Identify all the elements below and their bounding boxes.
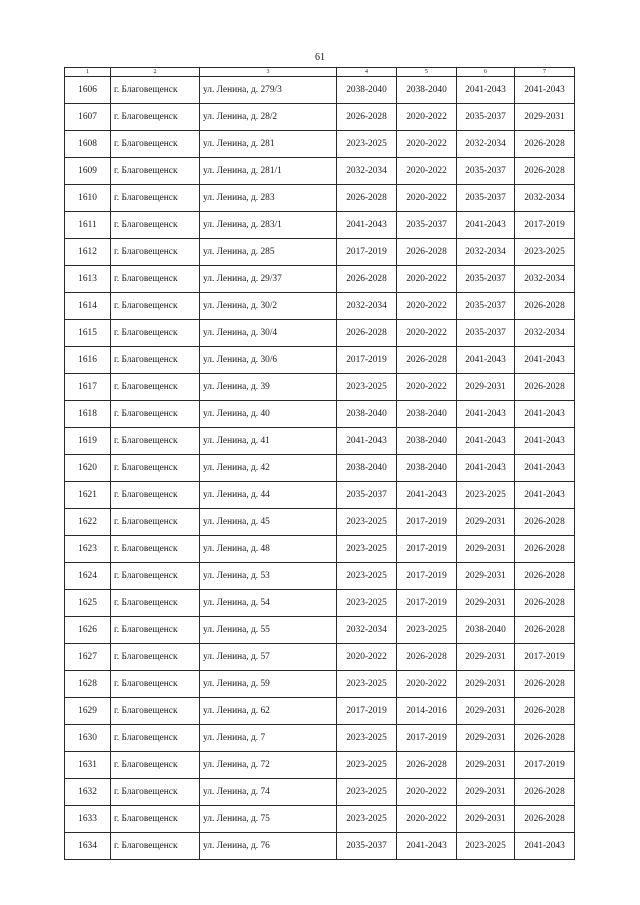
period-cell-7: 2041-2043 [515,482,575,509]
period-cell-7: 2041-2043 [515,77,575,104]
period-cell-4: 2017-2019 [337,347,397,374]
period-cell-6: 2029-2031 [457,671,515,698]
city-cell: г. Благовещенск [111,158,200,185]
table-row [65,644,575,671]
period-cell-4: 2026-2028 [337,185,397,212]
table-row [65,185,575,212]
city-cell: г. Благовещенск [111,563,200,590]
period-cell-7: 2026-2028 [515,590,575,617]
column-number-3: 3 [200,68,337,77]
address-cell: ул. Ленина, д. 62 [200,698,337,725]
address-cell: ул. Ленина, д. 44 [200,482,337,509]
period-cell-6: 2035-2037 [457,320,515,347]
period-cell-4: 2032-2034 [337,617,397,644]
period-cell-5: 2017-2019 [397,563,457,590]
row-number-cell: 1618 [65,401,111,428]
period-cell-7: 2026-2028 [515,158,575,185]
period-cell-4: 2023-2025 [337,779,397,806]
period-cell-6: 2029-2031 [457,806,515,833]
address-cell: ул. Ленина, д. 285 [200,239,337,266]
period-cell-4: 2026-2028 [337,266,397,293]
address-cell: ул. Ленина, д. 48 [200,536,337,563]
row-number-cell: 1610 [65,185,111,212]
city-cell: г. Благовещенск [111,509,200,536]
table-row [65,401,575,428]
row-number-cell: 1620 [65,455,111,482]
period-cell-5: 2038-2040 [397,428,457,455]
column-number-1: 1 [65,68,111,77]
address-cell: ул. Ленина, д. 281 [200,131,337,158]
period-cell-4: 2023-2025 [337,536,397,563]
city-cell: г. Благовещенск [111,617,200,644]
period-cell-7: 2041-2043 [515,347,575,374]
row-number-cell: 1609 [65,158,111,185]
period-cell-6: 2029-2031 [457,779,515,806]
city-cell: г. Благовещенск [111,482,200,509]
period-cell-6: 2041-2043 [457,428,515,455]
row-number-cell: 1614 [65,293,111,320]
table-row [65,536,575,563]
period-cell-5: 2026-2028 [397,347,457,374]
city-cell: г. Благовещенск [111,671,200,698]
period-cell-6: 2032-2034 [457,131,515,158]
period-cell-7: 2032-2034 [515,266,575,293]
table-body [65,77,575,860]
period-cell-7: 2026-2028 [515,374,575,401]
period-cell-7: 2041-2043 [515,401,575,428]
table-row [65,266,575,293]
address-cell: ул. Ленина, д. 76 [200,833,337,860]
city-cell: г. Благовещенск [111,401,200,428]
table-row [65,77,575,104]
period-cell-6: 2035-2037 [457,104,515,131]
period-cell-4: 2023-2025 [337,671,397,698]
row-number-cell: 1633 [65,806,111,833]
period-cell-6: 2029-2031 [457,644,515,671]
period-cell-6: 2035-2037 [457,158,515,185]
period-cell-7: 2041-2043 [515,833,575,860]
address-cell: ул. Ленина, д. 55 [200,617,337,644]
address-cell: ул. Ленина, д. 39 [200,374,337,401]
period-cell-5: 2020-2022 [397,779,457,806]
period-cell-6: 2041-2043 [457,347,515,374]
table-row [65,482,575,509]
period-cell-5: 2020-2022 [397,131,457,158]
period-cell-6: 2029-2031 [457,563,515,590]
city-cell: г. Благовещенск [111,185,200,212]
row-number-cell: 1622 [65,509,111,536]
period-cell-5: 2026-2028 [397,644,457,671]
period-cell-4: 2038-2040 [337,455,397,482]
period-cell-5: 2026-2028 [397,752,457,779]
period-cell-5: 2020-2022 [397,671,457,698]
period-cell-4: 2023-2025 [337,563,397,590]
row-number-cell: 1634 [65,833,111,860]
city-cell: г. Благовещенск [111,104,200,131]
city-cell: г. Благовещенск [111,428,200,455]
period-cell-6: 2035-2037 [457,185,515,212]
address-cell: ул. Ленина, д. 7 [200,725,337,752]
row-number-cell: 1615 [65,320,111,347]
address-cell: ул. Ленина, д. 283 [200,185,337,212]
period-cell-7: 2017-2019 [515,752,575,779]
city-cell: г. Благовещенск [111,320,200,347]
city-cell: г. Благовещенск [111,833,200,860]
period-cell-4: 2038-2040 [337,77,397,104]
table-header [65,68,575,77]
table-row [65,752,575,779]
address-cell: ул. Ленина, д. 72 [200,752,337,779]
period-cell-5: 2020-2022 [397,374,457,401]
period-cell-7: 2041-2043 [515,455,575,482]
address-cell: ул. Ленина, д. 54 [200,590,337,617]
city-cell: г. Благовещенск [111,347,200,374]
address-cell: ул. Ленина, д. 41 [200,428,337,455]
address-cell: ул. Ленина, д. 42 [200,455,337,482]
city-cell: г. Благовещенск [111,779,200,806]
period-cell-4: 2038-2040 [337,401,397,428]
table-row [65,698,575,725]
row-number-cell: 1632 [65,779,111,806]
row-number-cell: 1629 [65,698,111,725]
address-cell: ул. Ленина, д. 74 [200,779,337,806]
period-cell-5: 2026-2028 [397,239,457,266]
period-cell-4: 2023-2025 [337,374,397,401]
period-cell-4: 2035-2037 [337,482,397,509]
row-number-cell: 1619 [65,428,111,455]
period-cell-5: 2017-2019 [397,509,457,536]
table-row [65,104,575,131]
period-cell-6: 2041-2043 [457,401,515,428]
period-cell-5: 2041-2043 [397,833,457,860]
period-cell-5: 2038-2040 [397,401,457,428]
period-cell-5: 2020-2022 [397,320,457,347]
row-number-cell: 1630 [65,725,111,752]
period-cell-7: 2026-2028 [515,131,575,158]
period-cell-7: 2032-2034 [515,185,575,212]
period-cell-5: 2041-2043 [397,482,457,509]
period-cell-7: 2041-2043 [515,428,575,455]
period-cell-6: 2032-2034 [457,239,515,266]
table-row [65,320,575,347]
table-row [65,779,575,806]
period-cell-7: 2026-2028 [515,725,575,752]
city-cell: г. Благовещенск [111,239,200,266]
table-row [65,671,575,698]
period-cell-4: 2032-2034 [337,158,397,185]
period-cell-7: 2026-2028 [515,779,575,806]
period-cell-4: 2041-2043 [337,212,397,239]
column-number-2: 2 [111,68,200,77]
period-cell-7: 2017-2019 [515,212,575,239]
period-cell-6: 2029-2031 [457,590,515,617]
address-cell: ул. Ленина, д. 29/37 [200,266,337,293]
table-row [65,617,575,644]
row-number-cell: 1606 [65,77,111,104]
row-number-cell: 1616 [65,347,111,374]
period-cell-6: 2029-2031 [457,509,515,536]
period-cell-4: 2026-2028 [337,104,397,131]
table-row [65,347,575,374]
period-cell-6: 2038-2040 [457,617,515,644]
city-cell: г. Благовещенск [111,644,200,671]
table-row [65,725,575,752]
city-cell: г. Благовещенск [111,725,200,752]
table-row [65,374,575,401]
column-number-row [65,68,575,77]
row-number-cell: 1612 [65,239,111,266]
period-cell-7: 2029-2031 [515,104,575,131]
period-cell-6: 2029-2031 [457,536,515,563]
period-cell-7: 2026-2028 [515,806,575,833]
row-number-cell: 1625 [65,590,111,617]
period-cell-4: 2023-2025 [337,509,397,536]
period-cell-4: 2026-2028 [337,320,397,347]
table-row [65,293,575,320]
table-row [65,563,575,590]
city-cell: г. Благовещенск [111,212,200,239]
city-cell: г. Благовещенск [111,374,200,401]
row-number-cell: 1627 [65,644,111,671]
address-cell: ул. Ленина, д. 28/2 [200,104,337,131]
period-cell-4: 2032-2034 [337,293,397,320]
period-cell-4: 2023-2025 [337,131,397,158]
address-cell: ул. Ленина, д. 45 [200,509,337,536]
city-cell: г. Благовещенск [111,698,200,725]
address-cell: ул. Ленина, д. 279/3 [200,77,337,104]
address-cell: ул. Ленина, д. 30/2 [200,293,337,320]
period-cell-7: 2032-2034 [515,320,575,347]
column-number-7: 7 [515,68,575,77]
period-cell-7: 2023-2025 [515,239,575,266]
period-cell-6: 2041-2043 [457,455,515,482]
period-cell-4: 2041-2043 [337,428,397,455]
table-row [65,239,575,266]
column-number-4: 4 [337,68,397,77]
period-cell-5: 2038-2040 [397,455,457,482]
city-cell: г. Благовещенск [111,77,200,104]
period-cell-6: 2023-2025 [457,482,515,509]
city-cell: г. Благовещенск [111,752,200,779]
period-cell-7: 2026-2028 [515,671,575,698]
period-cell-7: 2026-2028 [515,617,575,644]
table-row [65,455,575,482]
period-cell-5: 2017-2019 [397,536,457,563]
period-cell-6: 2041-2043 [457,212,515,239]
period-cell-6: 2029-2031 [457,374,515,401]
table-row [65,833,575,860]
period-cell-5: 2017-2019 [397,590,457,617]
period-cell-4: 2023-2025 [337,590,397,617]
address-cell: ул. Ленина, д. 281/1 [200,158,337,185]
row-number-cell: 1631 [65,752,111,779]
period-cell-4: 2035-2037 [337,833,397,860]
row-number-cell: 1628 [65,671,111,698]
city-cell: г. Благовещенск [111,266,200,293]
table-row [65,158,575,185]
table-row [65,428,575,455]
row-number-cell: 1607 [65,104,111,131]
table-row [65,590,575,617]
column-number-6: 6 [457,68,515,77]
period-cell-5: 2038-2040 [397,77,457,104]
table-row [65,212,575,239]
address-cell: ул. Ленина, д. 30/4 [200,320,337,347]
period-cell-7: 2026-2028 [515,563,575,590]
period-cell-5: 2020-2022 [397,806,457,833]
period-cell-5: 2020-2022 [397,158,457,185]
period-cell-6: 2035-2037 [457,293,515,320]
period-cell-5: 2014-2016 [397,698,457,725]
period-cell-7: 2026-2028 [515,509,575,536]
city-cell: г. Благовещенск [111,536,200,563]
table-row [65,509,575,536]
period-cell-6: 2029-2031 [457,725,515,752]
row-number-cell: 1617 [65,374,111,401]
address-cell: ул. Ленина, д. 40 [200,401,337,428]
period-cell-5: 2017-2019 [397,725,457,752]
city-cell: г. Благовещенск [111,131,200,158]
page-number: 61 [315,52,325,63]
period-cell-7: 2026-2028 [515,536,575,563]
row-number-cell: 1623 [65,536,111,563]
period-cell-5: 2035-2037 [397,212,457,239]
period-cell-7: 2026-2028 [515,698,575,725]
table-row [65,806,575,833]
period-cell-5: 2020-2022 [397,293,457,320]
period-cell-5: 2020-2022 [397,104,457,131]
period-cell-4: 2020-2022 [337,644,397,671]
address-cell: ул. Ленина, д. 283/1 [200,212,337,239]
period-cell-7: 2017-2019 [515,644,575,671]
repair-schedule-table [64,67,575,860]
period-cell-5: 2020-2022 [397,185,457,212]
address-cell: ул. Ленина, д. 30/6 [200,347,337,374]
row-number-cell: 1626 [65,617,111,644]
address-cell: ул. Ленина, д. 59 [200,671,337,698]
city-cell: г. Благовещенск [111,590,200,617]
city-cell: г. Благовещенск [111,293,200,320]
period-cell-4: 2017-2019 [337,698,397,725]
address-cell: ул. Ленина, д. 53 [200,563,337,590]
period-cell-6: 2029-2031 [457,752,515,779]
period-cell-6: 2023-2025 [457,833,515,860]
row-number-cell: 1624 [65,563,111,590]
period-cell-5: 2020-2022 [397,266,457,293]
table-row [65,131,575,158]
address-cell: ул. Ленина, д. 75 [200,806,337,833]
period-cell-6: 2041-2043 [457,77,515,104]
city-cell: г. Благовещенск [111,806,200,833]
period-cell-4: 2023-2025 [337,752,397,779]
column-number-5: 5 [397,68,457,77]
row-number-cell: 1621 [65,482,111,509]
period-cell-4: 2017-2019 [337,239,397,266]
row-number-cell: 1613 [65,266,111,293]
period-cell-7: 2026-2028 [515,293,575,320]
period-cell-6: 2035-2037 [457,266,515,293]
period-cell-4: 2023-2025 [337,806,397,833]
row-number-cell: 1611 [65,212,111,239]
row-number-cell: 1608 [65,131,111,158]
period-cell-6: 2029-2031 [457,698,515,725]
address-cell: ул. Ленина, д. 57 [200,644,337,671]
period-cell-5: 2023-2025 [397,617,457,644]
city-cell: г. Благовещенск [111,455,200,482]
period-cell-4: 2023-2025 [337,725,397,752]
